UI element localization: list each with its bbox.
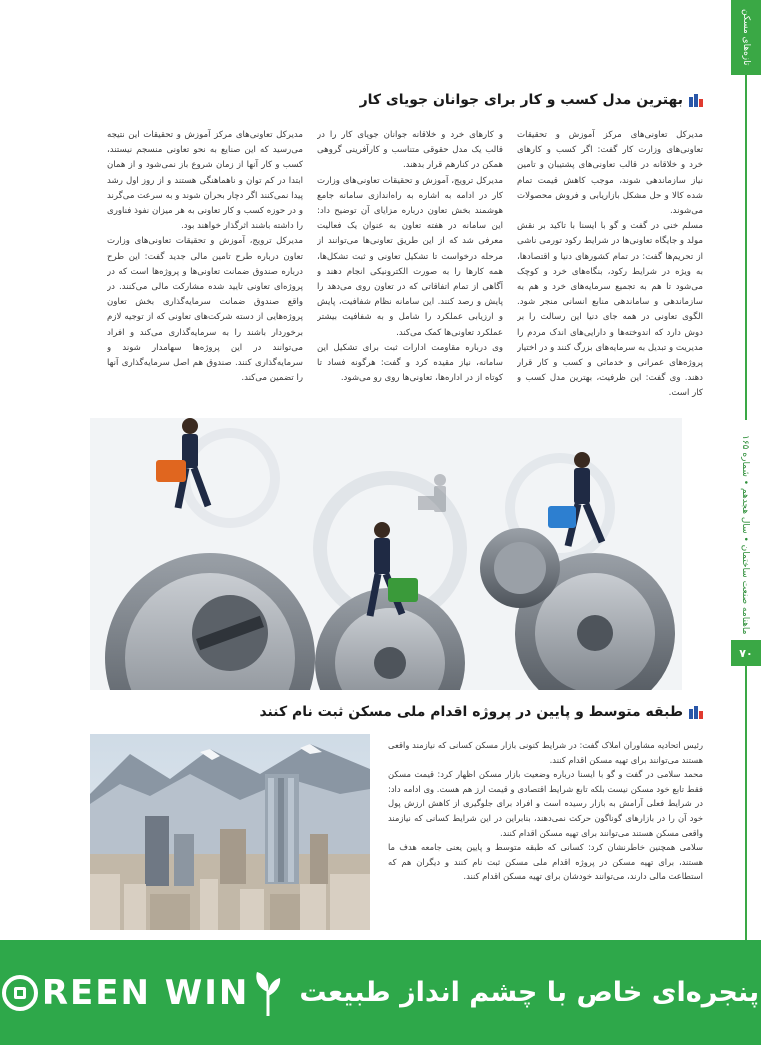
running-head: ماهنامه صنعت ساختمان • سال هجدهم • شماره ۱۶۵ — [733, 420, 757, 650]
ad-slogan: پنجره‌ای خاص با چشم انداز طبیعت — [299, 977, 760, 1008]
article-1-column-2 — [317, 128, 503, 410]
leaf-sprout-icon — [253, 970, 283, 1016]
gears-illustration-graphic — [90, 418, 682, 690]
article-2-text — [388, 738, 703, 928]
greenwin-logo — [2, 970, 284, 1016]
paragraph: مدیرکل ترویج، آموزش و تحقیقات تعاونی‌های وزارت تعاون درباره طرح تامین مالی جدید گفت: این طرح درباره صندوق ضمانت تعاونی‌ها و پروژه‌ها است که در پروژه‌ای تعاونی تایید شده مشارکت مالی می‌کنند. در واقع صندوق ضمانت سرمایه‌گذاری بخش تعاون پروژه‌هایی از دسته شرکت‌های تعاونی که از توجیه لازم برخوردار باشند را به سرمایه‌گذاری می‌کند و افراد می‌توانند در این پروژه‌ها سهامدار شوند و سرمایه‌گذاری کنند. صندوق هم اصل سرمایه‌گذاری آنها را تضمین می‌کند. — [107, 236, 303, 384]
paragraph: مدیرکل ترویج، آموزش و تحقیقات تعاونی‌های وزارت کار در ادامه به اشاره به راه‌اندازی سامانه جامع هوشمند بخش تعاون درباره مزایای آن توضیح داد: این سامانه در هفته تعاون به عنوان یک فعالیت معرفی شد که از این طریق تعاونی‌ها می‌توانند از مرحله درخواست تا تشکیل تعاونی و ثبت تشکل‌ها، همه کارها را به صورت الکترونیکی انجام دهند و آگاهی از تمام اتفاقاتی که در تعاون روی می‌دهد را پایش و رصد کنند. این سامانه نظام شفافیت، پایش و ارزیابی عملکرد را شامل و به شفافیت بیشتر عملکرد تعاونی‌ها کمک می‌کند. — [317, 175, 503, 338]
brand-name: REEN WIN — [41, 972, 250, 1013]
paragraph: مدیرکل تعاونی‌های مرکز آموزش و تحقیقات تعاونی‌های وزارت کار گفت: اگر کسب و کارهای خرد و خلاقانه در قالب تعاونی‌های پشتیبان و تامین نیاز سازماندهی شوند، موجب کاهش قیمت تمام شده کالا و حل مشکل بازاریابی و فروش محصولات می‌شوند. — [517, 130, 703, 217]
article-1-column-3 — [107, 128, 303, 410]
paragraph: سلامی همچنین خاطرنشان کرد: کسانی که طبقه متوسط و پایین یعنی جامعه هدف ما هستند، برای تهیه مسکن در پروژه اقدام ملی مسکن ثبت نام کنند و دیگران هم که استطاعت مالی دارند، می‌توانند خودشان برای تهیه مسکن اقدام کنند. — [388, 842, 703, 882]
article-1-title-text: بهترین مدل کسب و کار برای جوانان جویای کار — [359, 92, 683, 108]
paragraph: محمد سلامی در گفت و گو با ایسنا درباره وضعیت بازار مسکن اظهار کرد: قیمت مسکن فقط تابع خود مسکن نیست بلکه تابع شرایط اقتصادی و قیمت ارز هم هست. وی ادامه داد: در شرایط فعلی آرامش به بازار رسیده است و افراد برای جلوگیری از کاهش ارزش پول خود آن را در بازارهای گوناگون حرکت نمی‌دهند، بنابراین در این شرایط کسانی که نیازمند واقعی مسکن هستند می‌توانند برای تهیه مسکن اقدام کنند. — [388, 769, 703, 838]
page-number: ۷۰ — [731, 640, 761, 666]
article-2-title — [259, 704, 703, 720]
paragraph: مسلم خنی در گفت و گو با ایسنا با تاکید بر نقش مولد و جایگاه تعاونی‌ها در شرایط رکود تورمی ناشی از تحریم‌ها گفت: در تمام کشورهای دنیا و اقتصادها، به ویژه در شرایط رکود، بنگاه‌های خرد و کوچک می‌شود تا هم به تجمیع سرمایه‌های خرد و هم به سازماندهی و ساماندهی منابع انسانی منجر شود. الگوی تعاونی در همه جای دنیا این رسالت را بر دوش دارد که اندوخته‌ها و دارایی‌های اندک مردم را مدیریت و تبدیل به سرمایه‌های بزرگ کنند و در اختیار پروژه‌های عمرانی و خدماتی و کسب و کار قرار دهند. وی گفت: این ظرفیت، بهترین مدل کسب و کار است. — [517, 221, 703, 399]
article-2-title-text: طبقه متوسط و پایین در پروژه اقدام ملی مسکن ثبت نام کنند — [259, 704, 683, 720]
bar-chart-icon — [689, 94, 703, 107]
skyline-graphic — [90, 734, 370, 930]
window-g-logo-icon — [2, 975, 38, 1011]
paragraph: رئیس اتحادیه مشاوران املاک گفت: در شرایط کنونی بازار مسکن کسانی که نیازمند واقعی هستند می‌توانند برای تهیه مسکن اقدام کنند. — [388, 740, 703, 765]
section-tab: تازه‌های مسکن — [731, 0, 761, 75]
paragraph: مدیرکل تعاونی‌های مرکز آموزش و تحقیقات این نتیجه می‌رسید که این صنایع به نحو تعاونی منسجم نیستند، کسب و کار آنها از زمان شروع باز نمی‌شود و از همان ابتدا در کم توان و ناهماهنگی هستند و از روز اول رشد پیدا نمی‌کنند اگر دچار بحران شوند و به سرعت می‌گرند و در حوزه کسب و کار تعاونی به هر میزان نفوذ فناوری را داشته باشند اثرگذار خواهند بود. — [107, 130, 303, 232]
bar-chart-icon — [689, 706, 703, 719]
business-gears-illustration — [90, 418, 682, 690]
city-skyline-photo — [90, 734, 370, 930]
side-ribbon — [727, 0, 761, 940]
article-1-column-1 — [517, 128, 703, 410]
greenwin-advertisement[interactable] — [0, 940, 761, 1045]
article-1-title — [360, 92, 703, 108]
paragraph: وی درباره مقاومت ادارات ثبت برای تشکیل این سامانه، نیاز مقیده کرد و گفت: هرگونه فساد تا کوتاه از در اداره‌ها، تعاونی‌ها روی رو می‌شود. — [317, 342, 503, 384]
paragraph: و کارهای خرد و خلاقانه جوانان جویای کار را در قالب یک مدل حقوقی متناسب و کارآفرینی گروهی همکن در کنارهم قرار بدهند. — [317, 130, 503, 171]
